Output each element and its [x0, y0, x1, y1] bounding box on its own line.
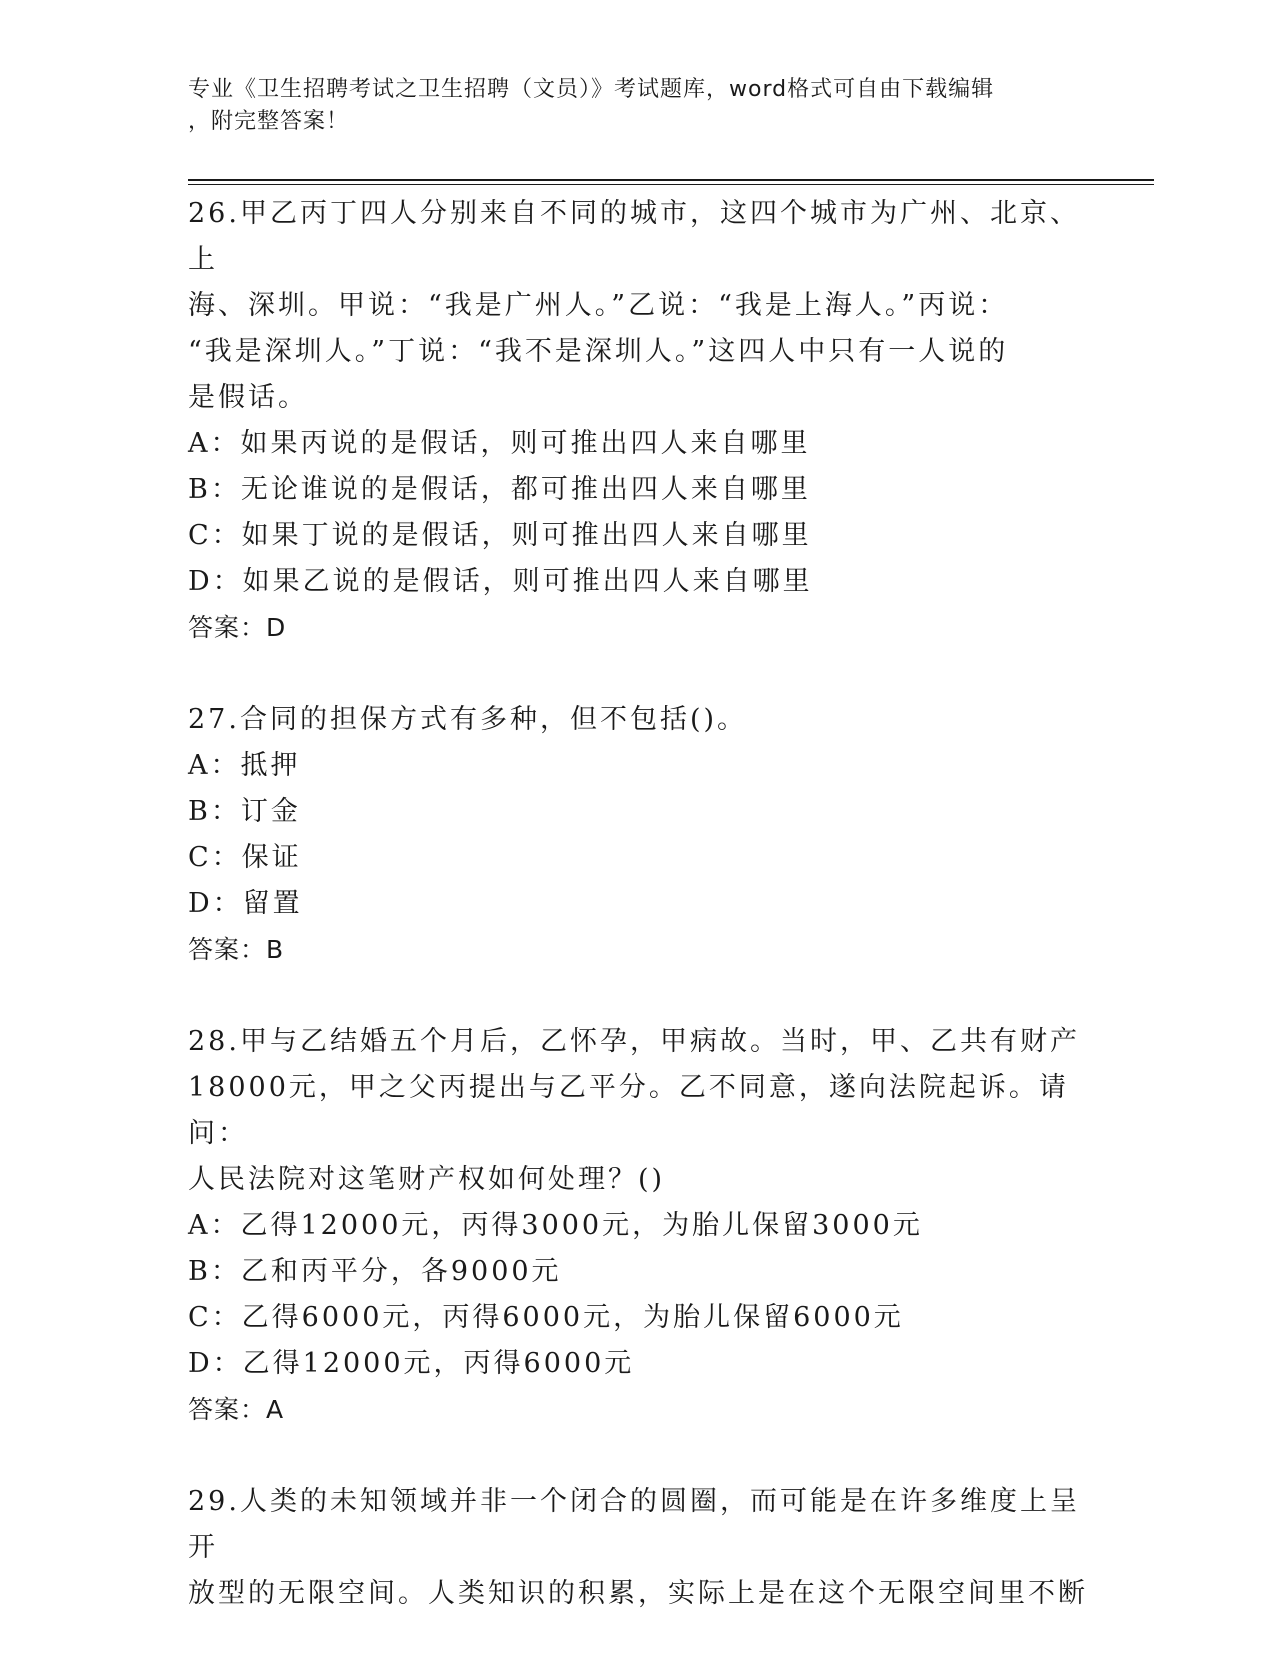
option-d: D：乙得12000元，丙得6000元 — [188, 1348, 635, 1379]
option-a: A：如果丙说的是假话，则可推出四人来自哪里 — [188, 428, 811, 459]
question-stem-line: 是假话。 — [188, 382, 308, 413]
question-stem-line: 放型的无限空间。人类知识的积累，实际上是在这个无限空间里不断 — [188, 1578, 1088, 1609]
answer-line: 答案：B — [188, 935, 285, 964]
option-c: C：乙得6000元，丙得6000元，为胎儿保留6000元 — [188, 1302, 904, 1333]
question-28 — [188, 1019, 1088, 1433]
option-a: A：乙得12000元，丙得3000元，为胎儿保留3000元 — [188, 1210, 923, 1241]
option-b: B：乙和丙平分，各9000元 — [188, 1256, 562, 1287]
option-d: D：留置 — [188, 888, 303, 919]
question-26 — [188, 191, 1088, 651]
option-d: D：如果乙说的是假话，则可推出四人来自哪里 — [188, 566, 813, 597]
document-header — [188, 74, 1088, 138]
option-b: B：订金 — [188, 796, 301, 827]
question-stem-line: 26.甲乙丙丁四人分别来自不同的城市，这四个城市为广州、北京、上 — [188, 198, 1080, 275]
option-c: C：保证 — [188, 842, 302, 873]
question-stem-line: “我是深圳人。”丁说：“我不是深圳人。”这四人中只有一人说的 — [188, 336, 1009, 367]
question-list — [188, 191, 1088, 1663]
question-stem-line: 人民法院对这笔财产权如何处理？() — [188, 1164, 666, 1195]
option-b: B：无论谁说的是假话，都可推出四人来自哪里 — [188, 474, 811, 505]
answer-line: 答案：D — [188, 613, 287, 642]
answer-line: 答案：A — [188, 1395, 285, 1424]
question-stem-line: 29.人类的未知领域并非一个闭合的圆圈，而可能是在许多维度上呈开 — [188, 1486, 1080, 1563]
question-stem-line: 28.甲与乙结婚五个月后，乙怀孕，甲病故。当时，甲、乙共有财产 — [188, 1026, 1080, 1057]
header-line-2: ，附完整答案！ — [188, 109, 350, 134]
question-stem-line: 18000元，甲之父丙提出与乙平分。乙不同意，遂向法院起诉。请问： — [188, 1072, 1069, 1149]
option-c: C：如果丁说的是假话，则可推出四人来自哪里 — [188, 520, 812, 551]
question-29 — [188, 1479, 1088, 1617]
header-line-1: 专业《卫生招聘考试之卫生招聘（文员）》考试题库，word格式可自由下载编辑 — [188, 77, 995, 102]
question-stem-line: 海、深圳。甲说：“我是广州人。”乙说：“我是上海人。”丙说： — [188, 290, 1009, 321]
option-a: A：抵押 — [188, 750, 301, 781]
question-27 — [188, 697, 1088, 973]
question-stem-line: 27.合同的担保方式有多种，但不包括()。 — [188, 704, 748, 735]
header-divider-thick — [188, 179, 1154, 181]
header-divider-thin — [188, 184, 1154, 185]
